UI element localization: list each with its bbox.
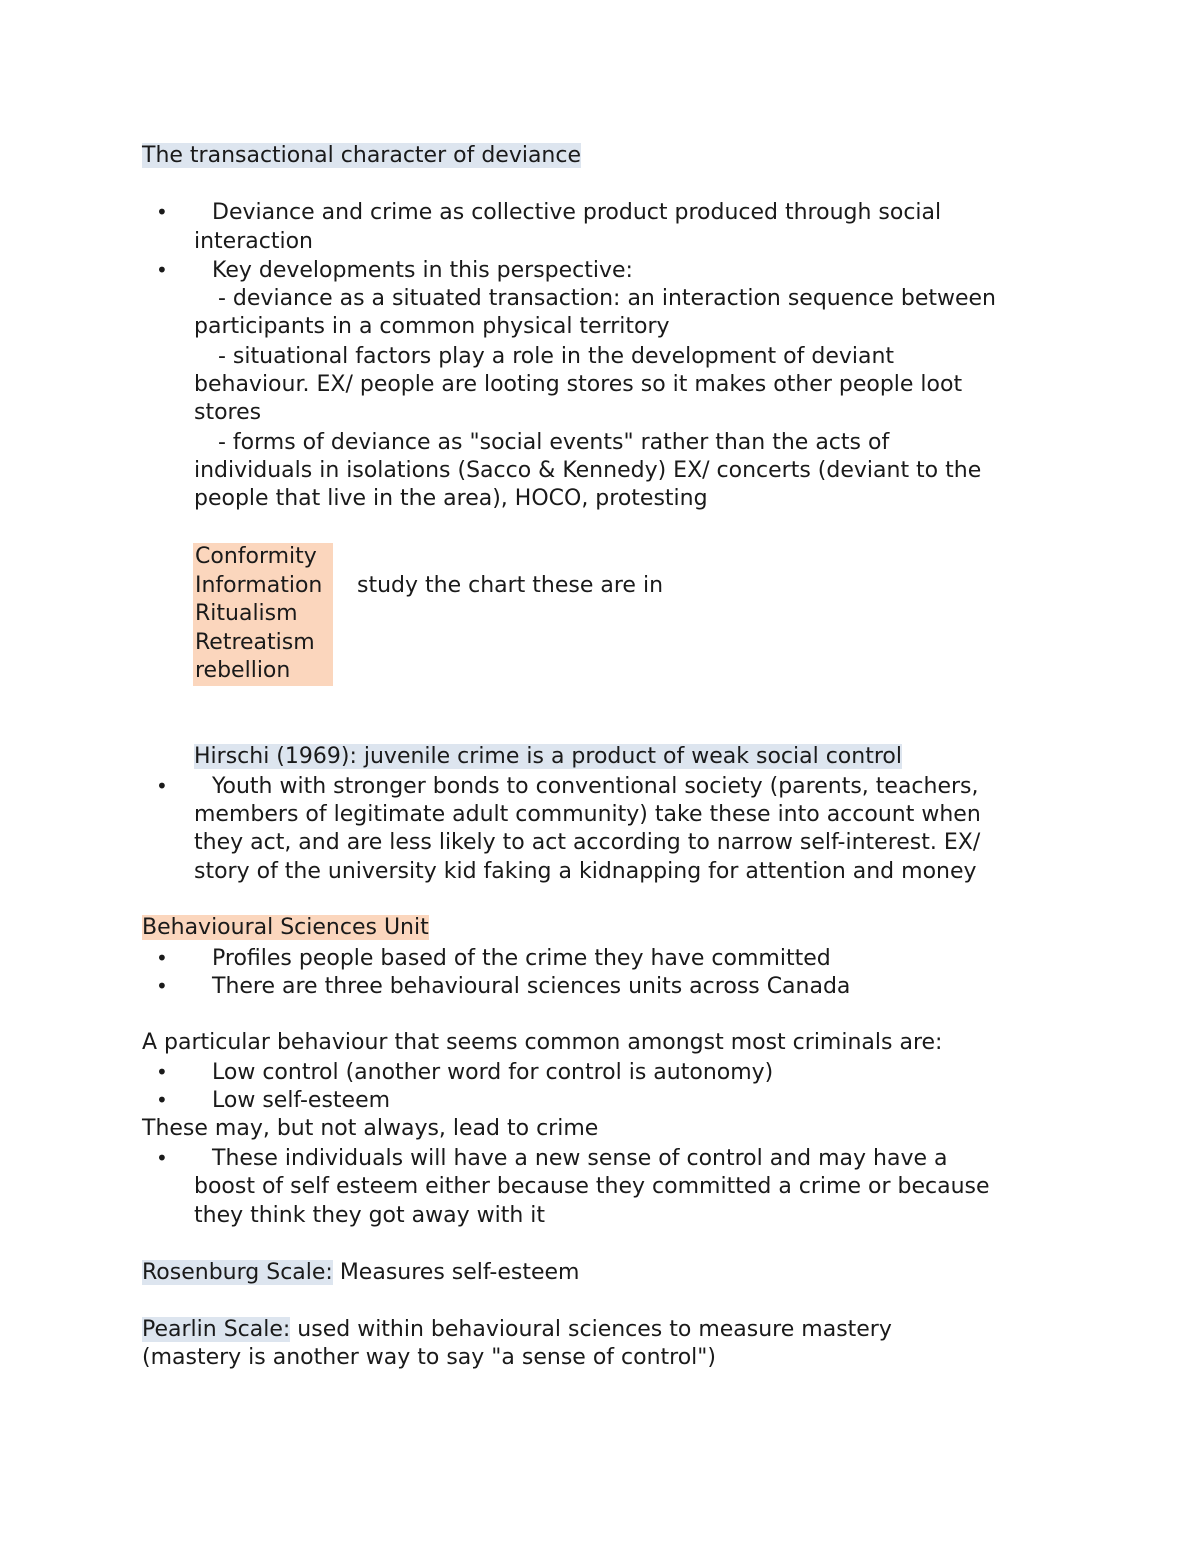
pearlin-label: Pearlin Scale:	[142, 1317, 291, 1342]
adaptation-item: Conformity	[195, 544, 317, 569]
bullet-text: boost of self esteem either because they committed a crime or because	[194, 1174, 990, 1199]
bullet-icon: •	[156, 258, 168, 282]
bullet-text: These individuals will have a new sense of control and may have a	[212, 1146, 948, 1171]
sub-item-text: participants in a common physical territory	[194, 314, 670, 339]
bullet-text: interaction	[194, 229, 313, 254]
section-heading	[142, 142, 581, 170]
bullet-icon: •	[156, 1088, 168, 1112]
pearlin-text: used within behavioural sciences to measure mastery	[290, 1317, 892, 1342]
bullet-icon: •	[156, 774, 168, 798]
sub-item-text: people that live in the area), HOCO, protesting	[194, 486, 708, 511]
bsu-heading	[142, 914, 429, 942]
hirschi-heading	[194, 743, 902, 771]
rosenburg-label: Rosenburg Scale:	[142, 1260, 333, 1285]
sub-item-text: - situational factors play a role in the development of deviant	[218, 344, 895, 369]
sub-item-text: - deviance as a situated transaction: an interaction sequence between	[218, 286, 996, 311]
bullet-text: Youth with stronger bonds to conventional society (parents, teachers,	[212, 774, 979, 799]
bullet-icon: •	[156, 1146, 168, 1170]
sub-item-text: individuals in isolations (Sacco & Kennedy) EX/ concerts (deviant to the	[194, 458, 982, 483]
bullet-text: story of the university kid faking a kidnapping for attention and money	[194, 859, 977, 884]
bullet-text: members of legitimate adult community) take these into account when	[194, 802, 981, 827]
adaptation-item: Ritualism	[195, 601, 298, 626]
adaptation-item: Retreatism	[195, 630, 315, 655]
paragraph-text: These may, but not always, lead to crime	[142, 1116, 599, 1141]
bullet-icon: •	[156, 946, 168, 970]
adaptation-item: Information	[195, 573, 323, 598]
paragraph-text: (mastery is another way to say "a sense of control")	[142, 1345, 716, 1370]
bullet-icon: •	[156, 200, 168, 224]
sub-item-text: - forms of deviance as "social events" rather than the acts of	[218, 430, 890, 455]
adaptation-item: rebellion	[195, 658, 291, 683]
rosenburg-text: Measures self-esteem	[332, 1260, 580, 1285]
sub-item-text: behaviour. EX/ people are looting stores so it makes other people loot	[194, 372, 963, 397]
bullet-text: Deviance and crime as collective product produced through social	[212, 200, 942, 225]
bullet-text: Profiles people based of the crime they have committed	[212, 946, 831, 971]
heading-highlight: The transactional character of deviance	[142, 143, 582, 168]
heading-highlight: Behavioural Sciences Unit	[142, 915, 429, 940]
bullet-icon: •	[156, 1060, 168, 1084]
bullet-text: they think they got away with it	[194, 1203, 546, 1228]
paragraph-text: A particular behaviour that seems common amongst most criminals are:	[142, 1030, 943, 1055]
adaptations-note: study the chart these are in	[357, 573, 664, 598]
bullet-text: Key developments in this perspective:	[212, 258, 633, 283]
sub-item-text: stores	[194, 400, 262, 425]
heading-highlight: Hirschi (1969): juvenile crime is a product of weak social control	[194, 744, 902, 769]
bullet-text: Low control (another word for control is autonomy)	[212, 1060, 774, 1085]
bullet-text: There are three behavioural sciences units across Canada	[212, 974, 851, 999]
bullet-text: they act, and are less likely to act according to narrow self-interest. EX/	[194, 830, 981, 855]
bullet-text: Low self-esteem	[212, 1088, 391, 1113]
bullet-icon: •	[156, 974, 168, 998]
rosenburg-line	[142, 1259, 580, 1287]
pearlin-line	[142, 1316, 892, 1344]
